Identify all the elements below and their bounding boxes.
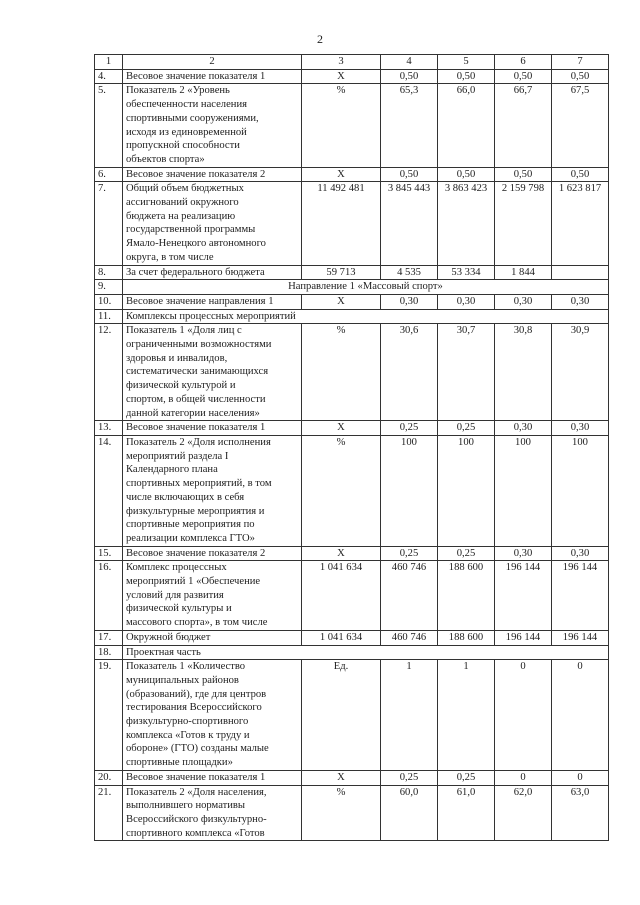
- indicator-name-line: исходя из единовременной: [126, 126, 247, 138]
- year-value: 0,50: [381, 167, 438, 182]
- year-value: 66,7: [495, 84, 552, 167]
- indicator-name-line: Весовое значение показателя 2: [126, 168, 266, 180]
- indicator-name-line: Комплекс процессных: [126, 562, 227, 574]
- indicator-name-line: Показатель 1 «Количество: [126, 661, 246, 673]
- indicator-name-line: Весовое значение показателя 1: [126, 771, 266, 783]
- indicator-table: [94, 54, 609, 841]
- indicator-name-line: обороне» (ГТО) созданы малые: [126, 743, 269, 755]
- indicator-name-line: пропускной способности: [126, 140, 240, 152]
- indicator-name-line: спортивными сооружениями,: [126, 112, 259, 124]
- year-value: 3 863 423: [438, 182, 495, 265]
- indicator-name-line: Показатель 2 «Доля населения,: [126, 786, 267, 798]
- row-number: 4.: [95, 69, 123, 84]
- indicator-name-line: (образований), где для центров: [126, 688, 267, 700]
- table-row: [95, 561, 609, 631]
- row-number: 7.: [95, 182, 123, 265]
- unit-or-total: X: [302, 69, 381, 84]
- indicator-name-line: выполнившего нормативы: [126, 800, 246, 812]
- header-cell: 5: [438, 55, 495, 70]
- indicator-name-line: мероприятий 1 «Обеспечение: [126, 576, 261, 588]
- indicator-name-line: Ямало-Ненецкого автономного: [126, 238, 266, 250]
- unit-or-total: 11 492 481: [302, 182, 381, 265]
- unit-or-total: %: [302, 324, 381, 421]
- year-value: 61,0: [438, 785, 495, 841]
- unit-or-total: 59 713: [302, 265, 381, 280]
- indicator-name-line: Общий объем бюджетных: [126, 183, 244, 195]
- section-heading: Комплексы процессных мероприятий: [123, 309, 609, 324]
- indicator-name-line: ассигнований окружного: [126, 197, 239, 209]
- row-number: 6.: [95, 167, 123, 182]
- year-value: 65,3: [381, 84, 438, 167]
- year-value: 0,50: [438, 167, 495, 182]
- indicator-name-line: Весовое значение показателя 1: [126, 422, 266, 434]
- row-number: 14.: [95, 435, 123, 546]
- indicator-name-line: спортивных мероприятий, в том: [126, 478, 272, 490]
- indicator-name-line: Окружной бюджет: [126, 631, 211, 643]
- year-value: 0,25: [438, 770, 495, 785]
- row-number: 16.: [95, 561, 123, 631]
- year-value: 100: [438, 435, 495, 546]
- unit-or-total: 1 041 634: [302, 561, 381, 631]
- year-value: 3 845 443: [381, 182, 438, 265]
- year-value: 188 600: [438, 630, 495, 645]
- row-number: 11.: [95, 309, 123, 324]
- year-value: 460 746: [381, 561, 438, 631]
- year-value: 4 535: [381, 265, 438, 280]
- year-value: 460 746: [381, 630, 438, 645]
- indicator-name-line: объектов спорта»: [126, 153, 205, 165]
- section-heading: Проектная часть: [123, 645, 609, 660]
- indicator-name-line: мероприятий раздела I: [126, 450, 229, 462]
- page-number: 2: [317, 32, 323, 46]
- indicator-name-line: спортом, в общей численности: [126, 393, 266, 405]
- table-row: [95, 182, 609, 265]
- year-value: 0,30: [552, 294, 609, 309]
- year-value: [552, 265, 609, 280]
- year-value: 0,30: [552, 546, 609, 561]
- year-value: 0,25: [381, 770, 438, 785]
- indicator-name: [123, 660, 302, 771]
- table-row: [95, 309, 609, 324]
- indicator-name-line: условий для развития: [126, 589, 224, 601]
- table-row: [95, 660, 609, 771]
- indicator-name-line: числе включающих в себя: [126, 491, 245, 503]
- table-row: [95, 84, 609, 167]
- table-row: [95, 630, 609, 645]
- indicator-name-line: спортивные площадки»: [126, 757, 233, 769]
- table-row: [95, 280, 609, 295]
- row-number: 8.: [95, 265, 123, 280]
- table-row: [95, 435, 609, 546]
- row-number: 18.: [95, 645, 123, 660]
- indicator-name-line: Всероссийского физкультурно-: [126, 813, 267, 825]
- year-value: 0,50: [438, 69, 495, 84]
- year-value: 0,25: [381, 421, 438, 436]
- year-value: 100: [495, 435, 552, 546]
- year-value: 0,30: [495, 421, 552, 436]
- year-value: 60,0: [381, 785, 438, 841]
- row-number: 13.: [95, 421, 123, 436]
- year-value: 188 600: [438, 561, 495, 631]
- row-number: 9.: [95, 280, 123, 295]
- year-value: 1: [381, 660, 438, 771]
- year-value: 0,30: [381, 294, 438, 309]
- year-value: 53 334: [438, 265, 495, 280]
- year-value: 0: [495, 660, 552, 771]
- unit-or-total: %: [302, 435, 381, 546]
- indicator-name-line: спортивного комплекса «Готов: [126, 827, 265, 839]
- indicator-name-line: массового спорта», в том числе: [126, 617, 268, 629]
- unit-or-total: %: [302, 785, 381, 841]
- year-value: 0,30: [495, 294, 552, 309]
- indicator-name-line: спортивные мероприятия по: [126, 519, 255, 531]
- table-row: [95, 69, 609, 84]
- indicator-name-line: тестирования Всероссийского: [126, 702, 262, 714]
- indicator-name-line: физической культурой и: [126, 380, 236, 392]
- header-cell: 3: [302, 55, 381, 70]
- table-row: [95, 294, 609, 309]
- year-value: 0,25: [438, 546, 495, 561]
- unit-or-total: X: [302, 294, 381, 309]
- year-value: 1: [438, 660, 495, 771]
- year-value: 67,5: [552, 84, 609, 167]
- row-number: 17.: [95, 630, 123, 645]
- unit-or-total: X: [302, 421, 381, 436]
- year-value: 30,6: [381, 324, 438, 421]
- year-value: 0,50: [552, 69, 609, 84]
- indicator-name-line: Показатель 2 «Доля исполнения: [126, 436, 271, 448]
- header-cell: 1: [95, 55, 123, 70]
- header-cell: 4: [381, 55, 438, 70]
- indicator-name-line: систематически занимающихся: [126, 366, 269, 378]
- indicator-name-line: физкультурные мероприятия и: [126, 505, 265, 517]
- year-value: 1 844: [495, 265, 552, 280]
- indicator-name-line: муниципальных районов: [126, 674, 239, 686]
- year-value: 100: [381, 435, 438, 546]
- table-row: [95, 265, 609, 280]
- header-cell: 7: [552, 55, 609, 70]
- indicator-name: [123, 785, 302, 841]
- indicator-name-line: данной категории населения»: [126, 407, 260, 419]
- year-value: 0,25: [381, 546, 438, 561]
- indicator-name: [123, 770, 302, 785]
- indicator-name-line: физической культуры и: [126, 603, 232, 615]
- header-cell: 2: [123, 55, 302, 70]
- indicator-name: [123, 182, 302, 265]
- indicator-name-line: За счет федерального бюджета: [126, 266, 265, 278]
- table-row: [95, 785, 609, 841]
- year-value: 30,7: [438, 324, 495, 421]
- year-value: 1 623 817: [552, 182, 609, 265]
- indicator-name-line: Календарного плана: [126, 464, 218, 476]
- row-number: 5.: [95, 84, 123, 167]
- row-number: 19.: [95, 660, 123, 771]
- indicator-name-line: округа, в том числе: [126, 251, 214, 263]
- year-value: 30,9: [552, 324, 609, 421]
- indicator-name-line: Весовое значение показателя 2: [126, 547, 266, 559]
- year-value: 196 144: [495, 561, 552, 631]
- year-value: 0: [552, 770, 609, 785]
- indicator-name: [123, 84, 302, 167]
- section-heading: Направление 1 «Массовый спорт»: [123, 280, 609, 295]
- indicator-name: [123, 435, 302, 546]
- table-row: [95, 770, 609, 785]
- year-value: 196 144: [552, 561, 609, 631]
- year-value: 66,0: [438, 84, 495, 167]
- unit-or-total: X: [302, 546, 381, 561]
- year-value: 0,30: [495, 546, 552, 561]
- header-cell: 6: [495, 55, 552, 70]
- unit-or-total: 1 041 634: [302, 630, 381, 645]
- indicator-name-line: бюджета на реализацию: [126, 210, 236, 222]
- year-value: 0,25: [438, 421, 495, 436]
- indicator-name-line: физкультурно-спортивного: [126, 716, 249, 728]
- indicator-name-line: реализации комплекса ГТО»: [126, 532, 255, 544]
- indicator-name-line: Показатель 1 «Доля лиц с: [126, 325, 242, 337]
- indicator-name: [123, 265, 302, 280]
- unit-or-total: Ед.: [302, 660, 381, 771]
- row-number: 10.: [95, 294, 123, 309]
- year-value: 62,0: [495, 785, 552, 841]
- table-row: [95, 645, 609, 660]
- year-value: 0,50: [495, 69, 552, 84]
- indicator-name-line: здоровья и инвалидов,: [126, 352, 228, 364]
- unit-or-total: %: [302, 84, 381, 167]
- unit-or-total: X: [302, 770, 381, 785]
- year-value: 2 159 798: [495, 182, 552, 265]
- indicator-name-line: обеспеченности населения: [126, 99, 248, 111]
- table-row: [95, 421, 609, 436]
- year-value: 0,50: [552, 167, 609, 182]
- indicator-name: [123, 324, 302, 421]
- table-row: [95, 546, 609, 561]
- indicator-name: [123, 561, 302, 631]
- year-value: 196 144: [552, 630, 609, 645]
- row-number: 12.: [95, 324, 123, 421]
- year-value: 0,50: [495, 167, 552, 182]
- indicator-name-line: Весовое значение показателя 1: [126, 70, 266, 82]
- indicator-name-line: комплекса «Готов к труду и: [126, 729, 250, 741]
- row-number: 15.: [95, 546, 123, 561]
- unit-or-total: X: [302, 167, 381, 182]
- table-row: [95, 324, 609, 421]
- indicator-name: [123, 167, 302, 182]
- year-value: 0,30: [552, 421, 609, 436]
- indicator-name: [123, 294, 302, 309]
- row-number: 21.: [95, 785, 123, 841]
- indicator-name-line: государственной программы: [126, 224, 256, 236]
- indicator-name: [123, 546, 302, 561]
- indicator-name: [123, 421, 302, 436]
- indicator-name-line: Показатель 2 «Уровень: [126, 85, 230, 97]
- year-value: 196 144: [495, 630, 552, 645]
- table-row: [95, 167, 609, 182]
- indicator-name: [123, 630, 302, 645]
- table-header-row: [95, 55, 609, 70]
- year-value: 0: [495, 770, 552, 785]
- indicator-name: [123, 69, 302, 84]
- year-value: 100: [552, 435, 609, 546]
- year-value: 0: [552, 660, 609, 771]
- year-value: 63,0: [552, 785, 609, 841]
- row-number: 20.: [95, 770, 123, 785]
- indicator-name-line: ограниченными возможностями: [126, 339, 272, 351]
- year-value: 0,50: [381, 69, 438, 84]
- year-value: 30,8: [495, 324, 552, 421]
- year-value: 0,30: [438, 294, 495, 309]
- indicator-name-line: Весовое значение направления 1: [126, 295, 274, 307]
